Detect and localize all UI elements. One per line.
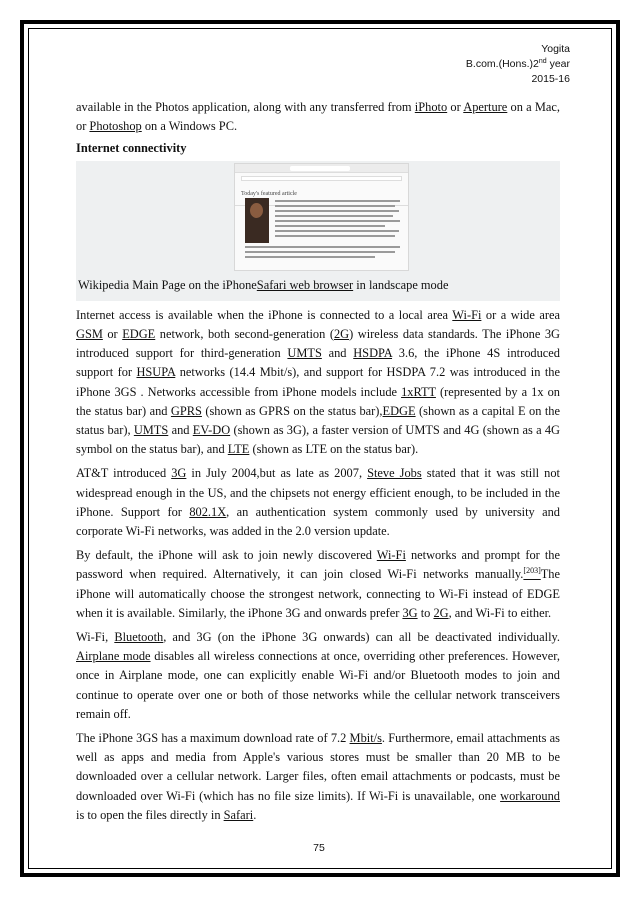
link-1xrtt[interactable]: 1xRTT xyxy=(401,384,436,399)
link-2g[interactable]: 2G xyxy=(433,605,449,620)
session-year: 2015-16 xyxy=(531,73,570,85)
link-wi-fi[interactable]: Wi-Fi xyxy=(376,548,406,563)
paragraph-default-networks: By default, the iPhone will ask to join newly discovered Wi-Fi networks and prompt for the password when required. Alternatively, it can join closed Wi-Fi networks manually.[203]The iPhone will automatically choose the strongest network, connecting to Wi-Fi instead of EDGE when it is available. Similarly, the iPhone 3G and onwards prefer 3G to 2G, and Wi-Fi to either. xyxy=(76,548,560,620)
paragraph-download-rate: The iPhone 3GS has a maximum download rate of 7.2 Mbit/s. Furthermore, email attachments as well as apps and media from Apple's various stores must be smaller than 20 MB to be downloaded over a cellular network. Larger files, often email attachments or podcasts, must be downloaded over Wi-Fi (which has no file size limits). If Wi-Fi is unavailable, one workaround is to open the files directly in Safari. xyxy=(76,731,560,822)
figure-caption: Wikipedia Main Page on the iPhoneSafari web browser in landscape mode xyxy=(76,274,560,301)
link-edge[interactable]: EDGE xyxy=(382,403,416,418)
link-hsdpa[interactable]: HSDPA xyxy=(353,346,393,361)
link-photoshop[interactable]: Photoshop xyxy=(89,119,142,134)
link-umts[interactable]: UMTS xyxy=(287,346,322,361)
search-box xyxy=(241,176,402,181)
link-safari-web-browser[interactable]: Safari web browser xyxy=(256,277,354,292)
paragraph-internet-access: Internet access is available when the iPhone is connected to a local area Wi-Fi or a wide area GSM or EDGE network, both second-generation (2G) wireless data standards. The iPhone 3G introduced support for third-generation UMTS and HSDPA 3.6, the iPhone 4S introduced support for HSUPA networks (14.4 Mbit/s), and support for HSDPA 7.2 was introduced in the iPhone 3GS . Networks accessible from iPhone models include 1xRTT (represented by a 1x on the status bar) and GPRS (shown as GPRS on the status bar),EDGE (shown as a capital E on the status bar), UMTS and EV-DO (shown as 3G), a faster version of UMTS and 4G (shown as a 4G symbol on the status bar), and LTE (shown as LTE on the status bar). xyxy=(76,307,561,457)
text-line xyxy=(275,230,399,232)
citation-link[interactable]: [203] xyxy=(523,566,541,576)
text-line xyxy=(275,210,399,212)
text-line xyxy=(275,215,393,217)
article-photo xyxy=(245,198,269,243)
paragraph-att-3g: AT&T introduced 3G in July 2004,but as late as 2007, Steve Jobs stated that it was still not widespread enough in the US, and the chipsets not energy efficient enough, to be included in the iPhone. Support for 802.1X, an authentication system commonly used by university and corporate Wi-Fi networks, was added in the 2.0 version update. xyxy=(76,466,561,539)
link-3g[interactable]: 3G xyxy=(171,466,187,481)
link-wi-fi[interactable]: Wi-Fi xyxy=(452,307,482,322)
text-line xyxy=(245,251,395,253)
address-bar xyxy=(290,166,350,171)
link-bluetooth[interactable]: Bluetooth xyxy=(114,630,164,645)
course-line: B.com.(Hons.)2nd year xyxy=(465,58,570,70)
link-aperture[interactable]: Aperture xyxy=(463,100,508,114)
page-header xyxy=(466,42,570,87)
text-line xyxy=(275,225,385,227)
link-3g[interactable]: 3G xyxy=(402,605,418,620)
link-edge[interactable]: EDGE xyxy=(122,327,156,342)
intro-paragraph: available in the Photos application, along with any transferred from iPhoto or Aperture on a Mac, or Photoshop on a Windows PC. xyxy=(76,100,560,134)
link-mbit-s[interactable]: Mbit/s xyxy=(349,731,382,746)
link-workaround[interactable]: workaround xyxy=(500,788,560,803)
link-iphoto[interactable]: iPhoto xyxy=(414,100,448,114)
figure-image xyxy=(76,161,560,274)
text-line xyxy=(275,235,395,237)
text-line xyxy=(275,220,400,222)
page-number: 75 xyxy=(313,842,325,854)
link-hsupa[interactable]: HSUPA xyxy=(136,365,176,380)
link-steve-jobs[interactable]: Steve Jobs xyxy=(367,466,422,481)
link-safari[interactable]: Safari xyxy=(223,807,254,822)
text-line xyxy=(275,205,395,207)
link-ev-do[interactable]: EV-DO xyxy=(192,423,231,438)
browser-toolbar xyxy=(235,164,408,173)
text-line xyxy=(275,200,400,202)
paragraph-airplane-mode: Wi-Fi, Bluetooth, and 3G (on the iPhone 3G onwards) can all be deactivated individually. Airplane mode disables all wireless connections at once, overriding other preferences. However, once in Airplane mode, one can explicitly enable Wi-Fi and/or Bluetooth modes to join and continue to operate over one or both of those networks while the cellular network transceivers remain off. xyxy=(76,630,560,721)
text-line xyxy=(245,256,375,258)
link-gsm[interactable]: GSM xyxy=(76,327,103,342)
text-line xyxy=(245,246,400,248)
page-content xyxy=(76,98,560,825)
browser-screenshot xyxy=(234,163,409,271)
link-umts[interactable]: UMTS xyxy=(133,423,169,438)
featured-article-title: Today's featured article xyxy=(235,184,408,206)
link-airplane-mode[interactable]: Airplane mode xyxy=(76,649,151,664)
link-802-1x[interactable]: 802.1X xyxy=(189,504,227,519)
section-heading: Internet connectivity xyxy=(76,141,187,156)
link-lte[interactable]: LTE xyxy=(227,442,250,457)
link-2g[interactable]: 2G xyxy=(333,327,350,342)
author-name: Yogita xyxy=(541,43,570,55)
link-gprs[interactable]: GPRS xyxy=(170,403,202,418)
